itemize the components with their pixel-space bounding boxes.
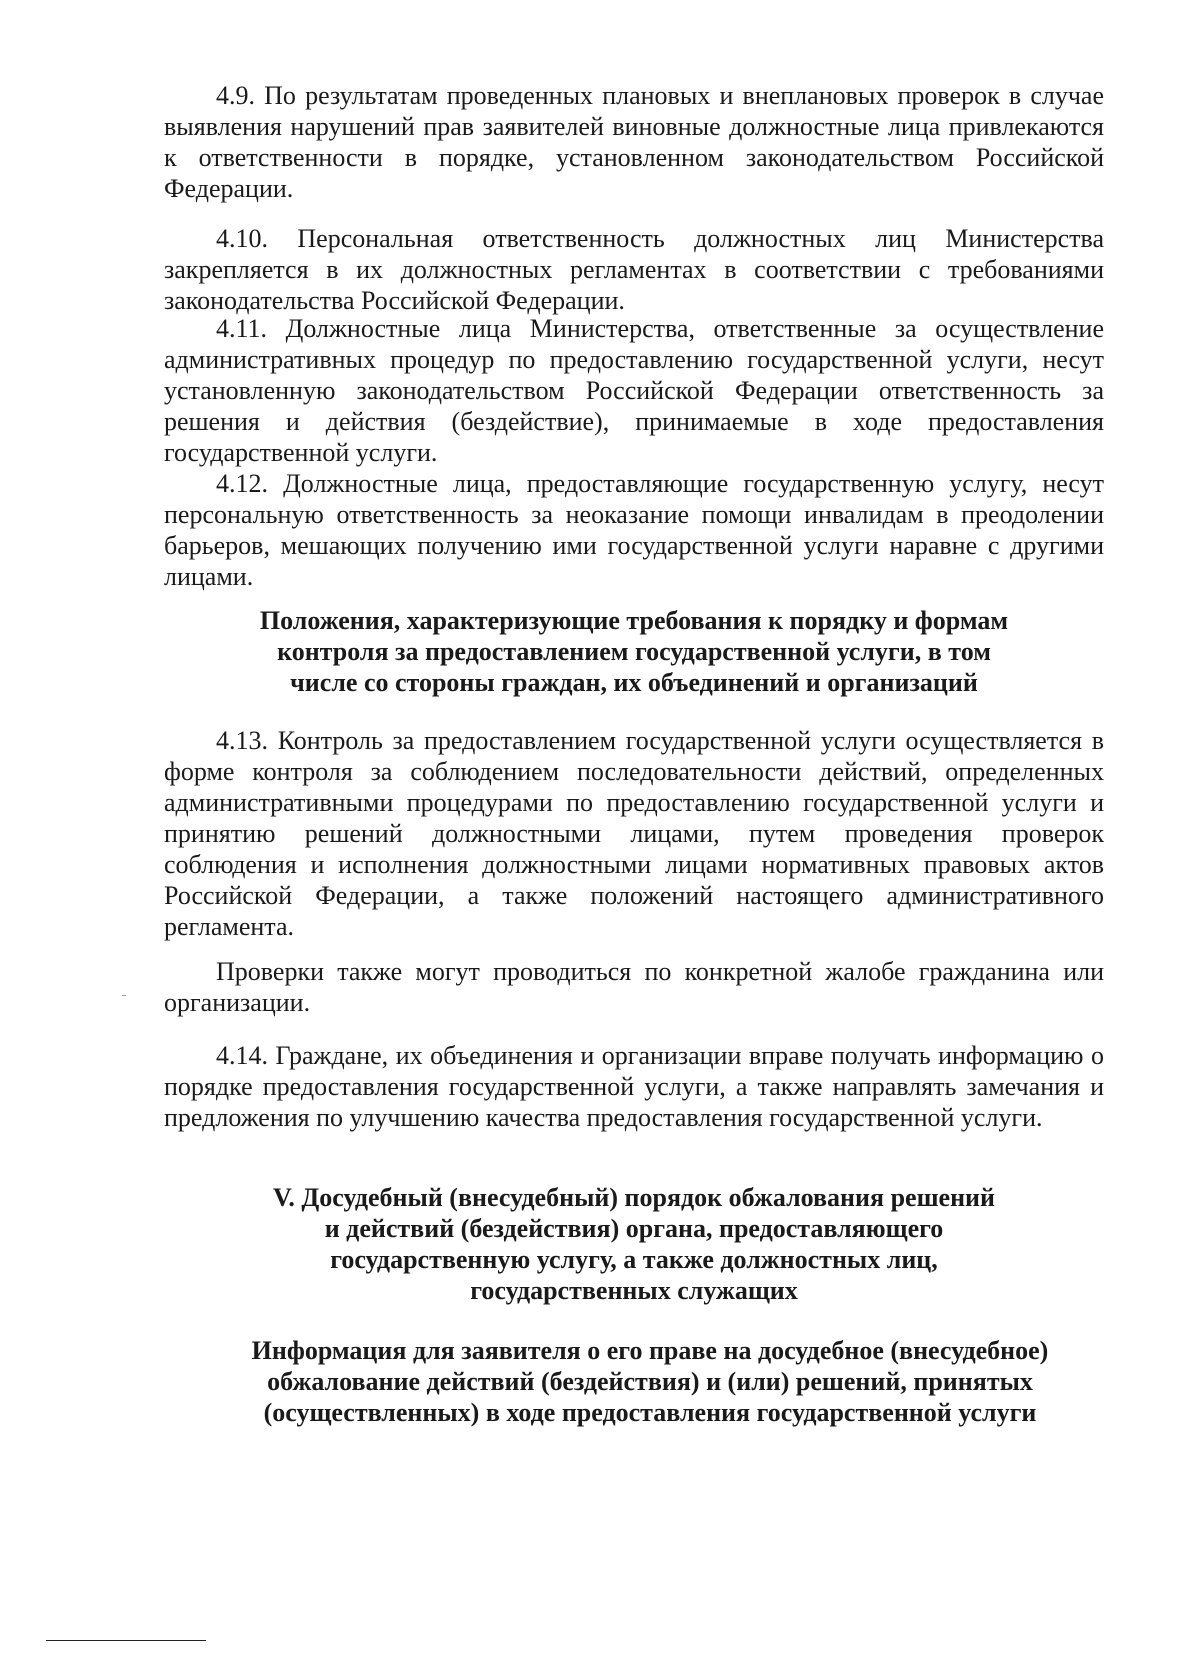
paragraph-4-10	[164, 223, 1104, 316]
heading-section-5	[164, 1182, 1104, 1306]
paragraph-4-9	[164, 80, 1104, 204]
heading-line: Информация для заявителя о его праве на досудебное (внесудебное)	[251, 1336, 1049, 1365]
heading-line: (осуществленных) в ходе предоставления государственной услуги	[263, 1398, 1037, 1427]
heading-line: Положения, характеризующие требования к порядку и формам	[259, 606, 1009, 635]
heading-line: и действий (бездействия) органа, предоставляющего	[324, 1214, 944, 1243]
heading-control-requirements	[164, 605, 1104, 698]
heading-line: государственную услугу, а также должностных лиц,	[330, 1245, 938, 1274]
paragraph-4-13	[164, 725, 1104, 942]
heading-line: числе со стороны граждан, их объединений и организаций	[290, 668, 978, 697]
paragraph-4-12	[164, 468, 1104, 592]
heading-line: V. Досудебный (внесудебный) порядок обжалования решений	[272, 1183, 996, 1212]
footnote-separator	[46, 1640, 206, 1641]
paragraph-4-14-text: 4.14. Граждане, их объединения и организации вправе получать информацию о порядке предоставления государственной услуги, а также направлять замечания и предложения по улучшению качества предоставления государственной услуги.	[164, 1041, 1104, 1132]
paragraph-checks	[164, 956, 1104, 1018]
paragraph-checks-text: Проверки также могут проводиться по конкретной жалобе гражданина или организации.	[164, 957, 1104, 1017]
paragraph-4-12-text: 4.12. Должностные лица, предоставляющие государственную услугу, несут персональную ответственность за неоказание помощи инвалидам в преодолении барьеров, мешающих получению ими государственной услуги наравне с другими лицами.	[164, 469, 1104, 591]
paragraph-4-10-text: 4.10. Персональная ответственность должностных лиц Министерства закрепляется в их должностных регламентах в соответствии с требованиями законодательства Российской Федерации.	[164, 224, 1104, 315]
paragraph-4-14	[164, 1040, 1104, 1133]
paragraph-4-13-text: 4.13. Контроль за предоставлением государственной услуги осуществляется в форме контроля за соблюдением последовательности действий, определенных административными процедурами по предоставлению государственной услуги и принятию решений должностными лицами, путем проведения проверок соблюдения и исполнения должностными лицами нормативных правовых актов Российской Федерации, а также положений настоящего административного регламента.	[164, 726, 1104, 941]
paragraph-4-9-text: 4.9. По результатам проведенных плановых и внеплановых проверок в случае выявления нарушений прав заявителей виновные должностные лица привлекаются к ответственности в порядке, установленном законодательством Российской Федерации.	[164, 81, 1104, 203]
heading-line: обжалование действий (бездействия) и (или) решений, принятых	[267, 1367, 1033, 1396]
heading-applicant-info	[200, 1335, 1100, 1428]
heading-line: государственных служащих	[470, 1276, 798, 1305]
heading-line: контроля за предоставлением государственной услуги, в том	[277, 637, 991, 666]
paragraph-4-11	[164, 313, 1104, 468]
scan-mark	[122, 995, 126, 996]
paragraph-4-11-text: 4.11. Должностные лица Министерства, ответственные за осуществление административных процедур по предоставлению государственной услуги, несут установленную законодательством Российской Федерации ответственность за решения и действия (бездействие), принимаемые в ходе предоставления государственной услуги.	[164, 314, 1104, 467]
